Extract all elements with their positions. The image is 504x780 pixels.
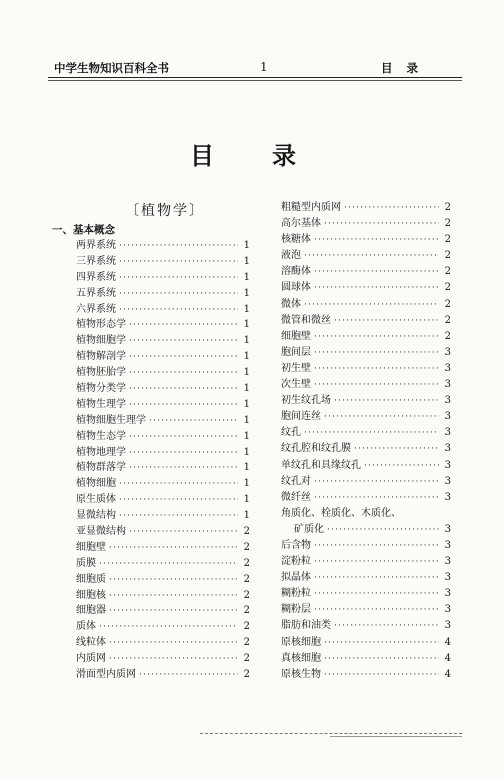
toc-entry-page: 3 (444, 572, 451, 584)
section-heading: 一、基本概念 (52, 224, 115, 236)
toc-entry-title: 纹孔腔和纹孔膜 (281, 443, 351, 455)
dot-leader (314, 264, 439, 280)
toc-entry-title: 四界系统 (76, 271, 116, 283)
toc-entry-title: 次生壁 (281, 379, 311, 391)
toc-entry[interactable] (76, 270, 250, 286)
toc-entry-title: 真核细胞 (281, 652, 321, 664)
toc-entry-page: 3 (444, 395, 451, 407)
toc-entry-page: 3 (444, 362, 451, 374)
toc-entry[interactable] (76, 429, 250, 445)
dot-leader (314, 570, 439, 586)
toc-entry-title: 胞间连丝 (281, 411, 321, 423)
toc-entry[interactable] (76, 333, 250, 349)
toc-entry-title: 五界系统 (76, 287, 116, 299)
toc-entry-title: 高尔基体 (281, 218, 321, 230)
toc-entry-page: 3 (444, 427, 451, 439)
toc-entry-page: 2 (243, 653, 250, 665)
dot-leader (119, 303, 238, 319)
toc-entry[interactable] (281, 280, 451, 296)
toc-entry-title: 粗糙型内质网 (281, 202, 341, 213)
dot-leader (129, 366, 238, 382)
toc-entry-title: 脂肪和油类 (281, 620, 331, 632)
toc-entry-page: 1 (243, 303, 250, 315)
dot-leader (344, 200, 439, 216)
toc-entry[interactable] (281, 232, 451, 248)
toc-entry-page: 2 (243, 621, 250, 633)
toc-entry-page: 3 (444, 379, 451, 391)
toc-entry-title: 初生纹孔场 (281, 395, 331, 407)
page-number: 1 (260, 60, 268, 74)
dot-leader (334, 393, 439, 409)
dot-leader (324, 635, 439, 651)
toc-entry-page: 2 (444, 282, 451, 294)
toc-entry-title: 拟晶体 (281, 572, 311, 584)
toc-entry-title: 单纹孔和具缘纹孔 (281, 459, 361, 471)
toc-entry-title: 三界系统 (76, 255, 116, 267)
dot-leader (129, 334, 238, 350)
toc-entry-page: 1 (243, 462, 250, 474)
toc-entry-page: 3 (444, 604, 451, 616)
toc-entry-page: 3 (444, 556, 451, 568)
toc-entry[interactable] (76, 254, 250, 270)
dot-leader (314, 280, 439, 296)
dot-leader (314, 586, 439, 602)
toc-entry[interactable] (76, 476, 250, 492)
toc-entry-title: 植物解剖学 (76, 351, 126, 363)
toc-entry[interactable] (281, 361, 451, 377)
toc-entry-title: 原核生物 (281, 668, 321, 680)
dot-leader (109, 589, 238, 605)
toc-entry-page: 1 (243, 287, 250, 299)
toc-entry-page: 2 (444, 266, 451, 278)
dot-leader (109, 541, 238, 557)
toc-entry-page: 4 (444, 668, 451, 680)
toc-entry-title: 微管和微丝 (281, 314, 331, 326)
toc-entry-title: 原生质体 (76, 494, 116, 506)
dot-leader (109, 652, 238, 668)
toc-entry-title: 植物生态学 (76, 430, 126, 442)
dot-leader (314, 329, 439, 345)
dot-leader (99, 557, 238, 573)
toc-entry-title: 六界系统 (76, 303, 116, 315)
toc-entry-page: 3 (444, 475, 451, 487)
toc-entry[interactable] (281, 297, 451, 313)
dot-leader (334, 313, 439, 329)
toc-entry-page: 3 (444, 523, 451, 535)
toc-entry-title: 植物生理学 (76, 398, 126, 410)
toc-entry[interactable] (281, 200, 451, 216)
toc-entry-page: 1 (243, 398, 250, 410)
toc-column-left (50, 200, 250, 683)
toc-entry-page: 2 (243, 589, 250, 601)
toc-entry-page: 1 (243, 383, 250, 395)
toc-entry[interactable] (76, 460, 250, 476)
toc-entry[interactable] (281, 474, 451, 490)
toc-entry[interactable] (281, 602, 451, 618)
footer-rule-thin (330, 736, 462, 737)
toc-entry-title: 矿质化 (294, 523, 324, 535)
toc-entry-title: 植物细胞生理学 (76, 414, 146, 426)
dot-leader (314, 232, 439, 248)
toc-entry[interactable] (281, 554, 451, 570)
toc-entry[interactable] (76, 524, 250, 540)
dot-leader (119, 493, 238, 509)
toc-entry[interactable] (76, 508, 250, 524)
toc-entry-page: 1 (243, 414, 250, 426)
running-header (48, 56, 462, 78)
toc-entry-title: 微体 (281, 298, 301, 310)
toc-entry[interactable] (76, 619, 250, 635)
toc-entry-page: 2 (243, 557, 250, 569)
toc-entry[interactable] (76, 302, 250, 318)
footer-rule (200, 733, 462, 734)
toc-entry-title: 微纤丝 (281, 491, 311, 503)
toc-entry-page: 2 (243, 637, 250, 649)
toc-entry-title: 液泡 (281, 250, 301, 262)
toc-entry-page: 3 (444, 588, 451, 600)
toc-entry-page: 3 (444, 411, 451, 423)
dot-leader (314, 345, 439, 361)
toc-entry-page: 2 (243, 541, 250, 553)
toc-entry-title: 植物细胞 (76, 478, 116, 490)
dot-leader (109, 636, 238, 652)
toc-entry-page: 1 (243, 271, 250, 283)
dot-leader (129, 398, 238, 414)
toc-entry-page: 4 (444, 636, 451, 648)
dot-leader (354, 441, 439, 457)
toc-entry-page: 2 (444, 298, 451, 310)
toc-entry-title: 亚显微结构 (76, 526, 126, 538)
dot-leader (149, 414, 238, 430)
toc-entry[interactable] (281, 635, 451, 651)
dot-leader (314, 474, 439, 490)
toc-entry[interactable] (281, 522, 451, 538)
toc-entry-page: 2 (243, 669, 250, 681)
toc-entry[interactable] (281, 264, 451, 280)
toc-entry-page: 3 (444, 443, 451, 455)
toc-entry-title: 细胞壁 (76, 541, 106, 553)
toc-entry[interactable] (281, 506, 451, 522)
dot-leader (119, 271, 238, 287)
dot-leader (314, 554, 439, 570)
dot-leader (314, 538, 439, 554)
dot-leader (129, 318, 238, 334)
toc-entry-title: 植物形态学 (76, 319, 126, 331)
toc-entry-title: 内质网 (76, 653, 106, 665)
dot-leader (119, 239, 238, 255)
dot-leader (129, 350, 238, 366)
toc-entry[interactable] (281, 377, 451, 393)
toc-entry[interactable] (281, 248, 451, 264)
toc-entry[interactable] (281, 667, 451, 683)
toc-entry-page: 1 (243, 478, 250, 490)
toc-entry[interactable] (281, 425, 451, 441)
toc-entry-title: 细胞壁 (281, 330, 311, 342)
toc-entry[interactable] (76, 365, 250, 381)
toc-entry[interactable] (76, 413, 250, 429)
toc-entry[interactable] (281, 618, 451, 634)
toc-entry[interactable] (76, 492, 250, 508)
toc-entry[interactable] (76, 572, 250, 588)
toc-entry[interactable] (76, 540, 250, 556)
toc-entry-title: 糊粉粒 (281, 588, 311, 600)
toc-entry-page: 3 (444, 459, 451, 471)
toc-entry-title: 细胞核 (76, 589, 106, 601)
toc-entry-page: 2 (444, 330, 451, 342)
dot-leader (119, 509, 238, 525)
dot-leader (314, 490, 439, 506)
dot-leader (129, 430, 238, 446)
toc-entry[interactable] (281, 538, 451, 554)
dot-leader (129, 446, 238, 462)
toc-entry-title: 显微结构 (76, 510, 116, 522)
toc-entry-page: 2 (444, 234, 451, 246)
toc-entry-page: 1 (243, 319, 250, 331)
dot-leader (119, 255, 238, 271)
toc-entry-page: 1 (243, 494, 250, 506)
toc-entry[interactable] (76, 286, 250, 302)
toc-entry-title: 圆球体 (281, 282, 311, 294)
toc-entry[interactable] (281, 329, 451, 345)
toc-entry-title: 核糖体 (281, 234, 311, 246)
toc-entry-title: 两界系统 (76, 240, 116, 251)
toc-entry-title: 植物细胞学 (76, 335, 126, 347)
toc-entry-page: 1 (243, 351, 250, 363)
toc-entry[interactable] (281, 490, 451, 506)
toc-entry-page: 3 (444, 539, 451, 551)
toc-entry-title: 质膜 (76, 557, 96, 569)
toc-entry-title: 后含物 (281, 539, 311, 551)
dot-leader (99, 620, 238, 636)
toc-entry[interactable] (76, 635, 250, 651)
dot-leader (364, 458, 439, 474)
toc-entry[interactable] (281, 345, 451, 361)
toc-entry-title: 植物地理学 (76, 446, 126, 458)
dot-leader (109, 573, 238, 589)
dot-leader (327, 522, 439, 538)
toc-entry[interactable] (281, 458, 451, 474)
toc-entry[interactable] (281, 570, 451, 586)
toc-entry[interactable] (76, 556, 250, 572)
dot-leader (314, 377, 439, 393)
toc-entry-title: 滑面型内质网 (76, 669, 136, 681)
toc-entry[interactable] (281, 409, 451, 425)
toc-entry-page: 2 (243, 605, 250, 617)
toc-entry[interactable] (76, 667, 250, 683)
category-label: 〔植物学〕 (125, 203, 205, 219)
toc-entry-page: 1 (243, 255, 250, 267)
dot-leader (119, 287, 238, 303)
toc-entry[interactable] (76, 588, 250, 604)
header-rule-thin (48, 80, 462, 81)
toc-entry-page: 1 (243, 430, 250, 442)
toc-entry-page: 1 (243, 335, 250, 347)
toc-entry-page: 3 (444, 620, 451, 632)
page-title: 目录 (190, 142, 354, 170)
toc-entry-page: 4 (444, 652, 451, 664)
toc-entry-page: 2 (444, 202, 451, 213)
toc-entry-page: 3 (444, 346, 451, 358)
dot-leader (129, 525, 238, 541)
toc-entry-page: 1 (243, 240, 250, 251)
section-label: 目录 (381, 61, 432, 75)
toc-entry-title: 细胞质 (76, 573, 106, 585)
toc-entry-page: 2 (243, 526, 250, 538)
toc-entry-title: 淀粉粒 (281, 556, 311, 568)
toc-column-right (281, 200, 451, 683)
toc-entry[interactable] (76, 381, 250, 397)
toc-list-left (76, 238, 250, 683)
toc-entry[interactable] (76, 397, 250, 413)
toc-entry[interactable] (281, 651, 451, 667)
dot-leader (304, 425, 439, 441)
toc-entry-page: 1 (243, 367, 250, 379)
toc-entry[interactable] (281, 216, 451, 232)
dot-leader (139, 668, 238, 684)
toc-entry[interactable] (76, 651, 250, 667)
toc-entry-title: 植物分类学 (76, 383, 126, 395)
dot-leader (324, 651, 439, 667)
toc-entry[interactable] (76, 317, 250, 333)
toc-entry[interactable] (76, 238, 250, 254)
toc-entry-title: 质体 (76, 621, 96, 633)
toc-entry-title: 初生壁 (281, 362, 311, 374)
toc-entry-title: 溶酶体 (281, 266, 311, 278)
dot-leader (119, 477, 238, 493)
toc-entry-title: 纹孔 (281, 427, 301, 439)
toc-entry-title: 细胞器 (76, 605, 106, 617)
toc-entry-page: 2 (444, 250, 451, 262)
dot-leader (324, 216, 439, 232)
toc-entry-title: 原核细胞 (281, 636, 321, 648)
toc-entry-title: 纹孔对 (281, 475, 311, 487)
toc-entry[interactable] (76, 603, 250, 619)
toc-entry[interactable] (281, 313, 451, 329)
dot-leader (304, 297, 439, 313)
toc-entry-page: 2 (243, 573, 250, 585)
toc-entry-page: 2 (444, 218, 451, 230)
dot-leader (314, 361, 439, 377)
toc-entry-title: 线粒体 (76, 637, 106, 649)
toc-entry-page: 1 (243, 446, 250, 458)
toc-entry-page: 3 (444, 491, 451, 503)
dot-leader (324, 667, 439, 683)
category-heading (65, 200, 265, 222)
dot-leader (314, 602, 439, 618)
toc-entry[interactable] (76, 445, 250, 461)
header-rule (48, 77, 462, 78)
toc-entry[interactable] (281, 441, 451, 457)
toc-entry-title: 胞间层 (281, 346, 311, 358)
dot-leader (129, 382, 238, 398)
toc-entry-title: 植物胚胎学 (76, 367, 126, 379)
dot-leader (334, 618, 439, 634)
book-title: 中学生物知识百科全书 (54, 61, 169, 75)
toc-entry-title: 角质化、栓质化、木质化、 (281, 507, 401, 519)
dot-leader (324, 409, 439, 425)
toc-entry-page: 2 (444, 314, 451, 326)
toc-entry-page: 1 (243, 510, 250, 522)
dot-leader (304, 248, 439, 264)
toc-entry[interactable] (76, 349, 250, 365)
toc-list-right (281, 200, 451, 683)
toc-entry-title: 糊粉层 (281, 604, 311, 616)
toc-entry-title: 植物群落学 (76, 462, 126, 474)
toc-entry[interactable] (281, 586, 451, 602)
dot-leader (109, 604, 238, 620)
dot-leader (129, 461, 238, 477)
toc-entry[interactable] (281, 393, 451, 409)
